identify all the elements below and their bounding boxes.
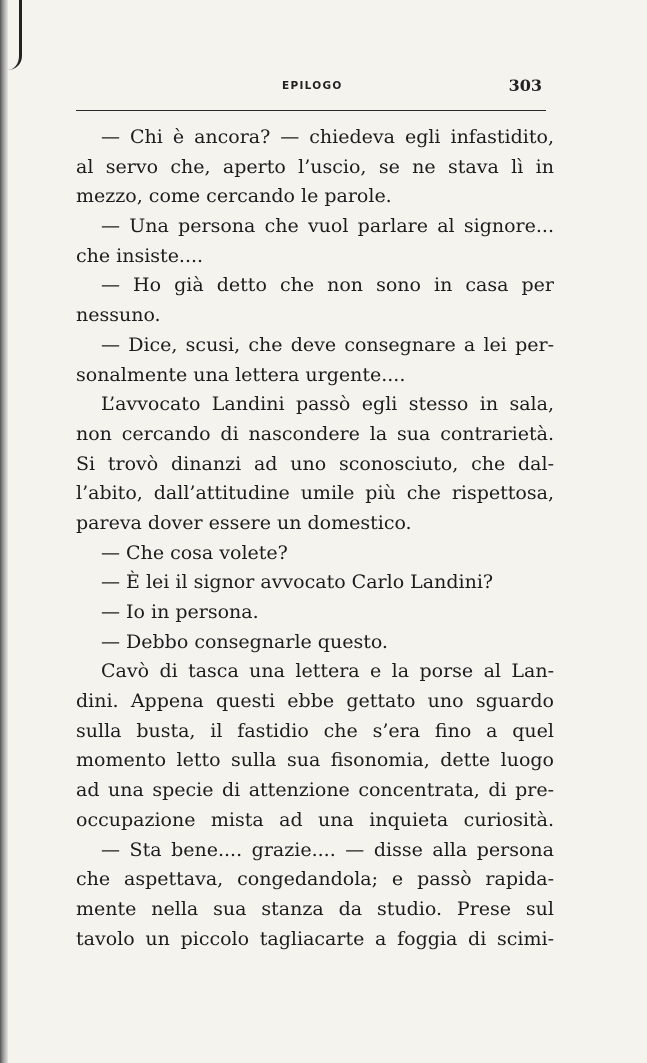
text-line: dini. Appena questi ebbe gettato uno sguardo (76, 690, 554, 713)
body-text (76, 123, 554, 954)
text-line: — Io in persona. (101, 601, 259, 623)
text-line: non cercando di nascondere la sua contrarietà. (76, 422, 554, 445)
text-line: occupazione mista ad una inquieta curiosità. (76, 808, 554, 831)
text-line: — Ho già detto che non sono in casa per (101, 274, 554, 297)
text-line: sulla busta, il fastidio che s’era fino a quel (76, 719, 554, 742)
text-line: che aspettava, congedandola; e passò rapida- (76, 868, 554, 891)
page-header (76, 78, 546, 100)
text-line: — Chi è ancora? — chiedeva egli infastidito, (101, 126, 554, 148)
text-line: ad una specie di attenzione concentrata, di pre- (76, 779, 554, 802)
page-number: 303 (508, 76, 542, 95)
header-rule (76, 110, 546, 111)
text-line: — Che cosa volete? (101, 541, 288, 564)
text-line: — È lei il signor avvocato Carlo Landini? (101, 571, 494, 594)
text-line: pareva dover essere un domestico. (76, 511, 412, 534)
text-line: — Sta bene.... grazie.... — disse alla persona (101, 838, 554, 861)
text-line: — Una persona che vuol parlare al signore... (101, 215, 554, 238)
running-title: EPILOGO (282, 80, 343, 92)
text-line: tavolo un piccolo tagliacarte a foggia di scimi- (76, 927, 554, 950)
text-line: momento letto sulla sua fisonomia, dette luogo (76, 749, 554, 772)
text-line: l’abito, dall’attitudine umile più che rispettosa, (76, 482, 554, 505)
page-binding-edge (0, 0, 8, 1063)
text-line: — Dice, scusi, che deve consegnare a lei per- (101, 333, 554, 356)
text-line: — Debbo consegnarle questo. (101, 630, 388, 653)
text-line: che insiste.... (76, 244, 204, 267)
text-line: sonalmente una lettera urgente.... (76, 363, 406, 386)
text-line: Cavò di tasca una lettera e la porse al Lan- (101, 660, 554, 683)
text-line: L’avvocato Landini passò egli stesso in sala, (101, 393, 554, 416)
text-line: al servo che, aperto l’uscio, se ne stava lì in (76, 155, 554, 178)
binding-mark (6, 0, 22, 70)
text-line: mezzo, come cercando le parole. (76, 185, 392, 208)
text-line: mente nella sua stanza da studio. Prese sul (76, 897, 554, 920)
text-line: Si trovò dinanzi ad uno sconosciuto, che dal- (76, 452, 554, 475)
text-line: nessuno. (76, 304, 161, 327)
